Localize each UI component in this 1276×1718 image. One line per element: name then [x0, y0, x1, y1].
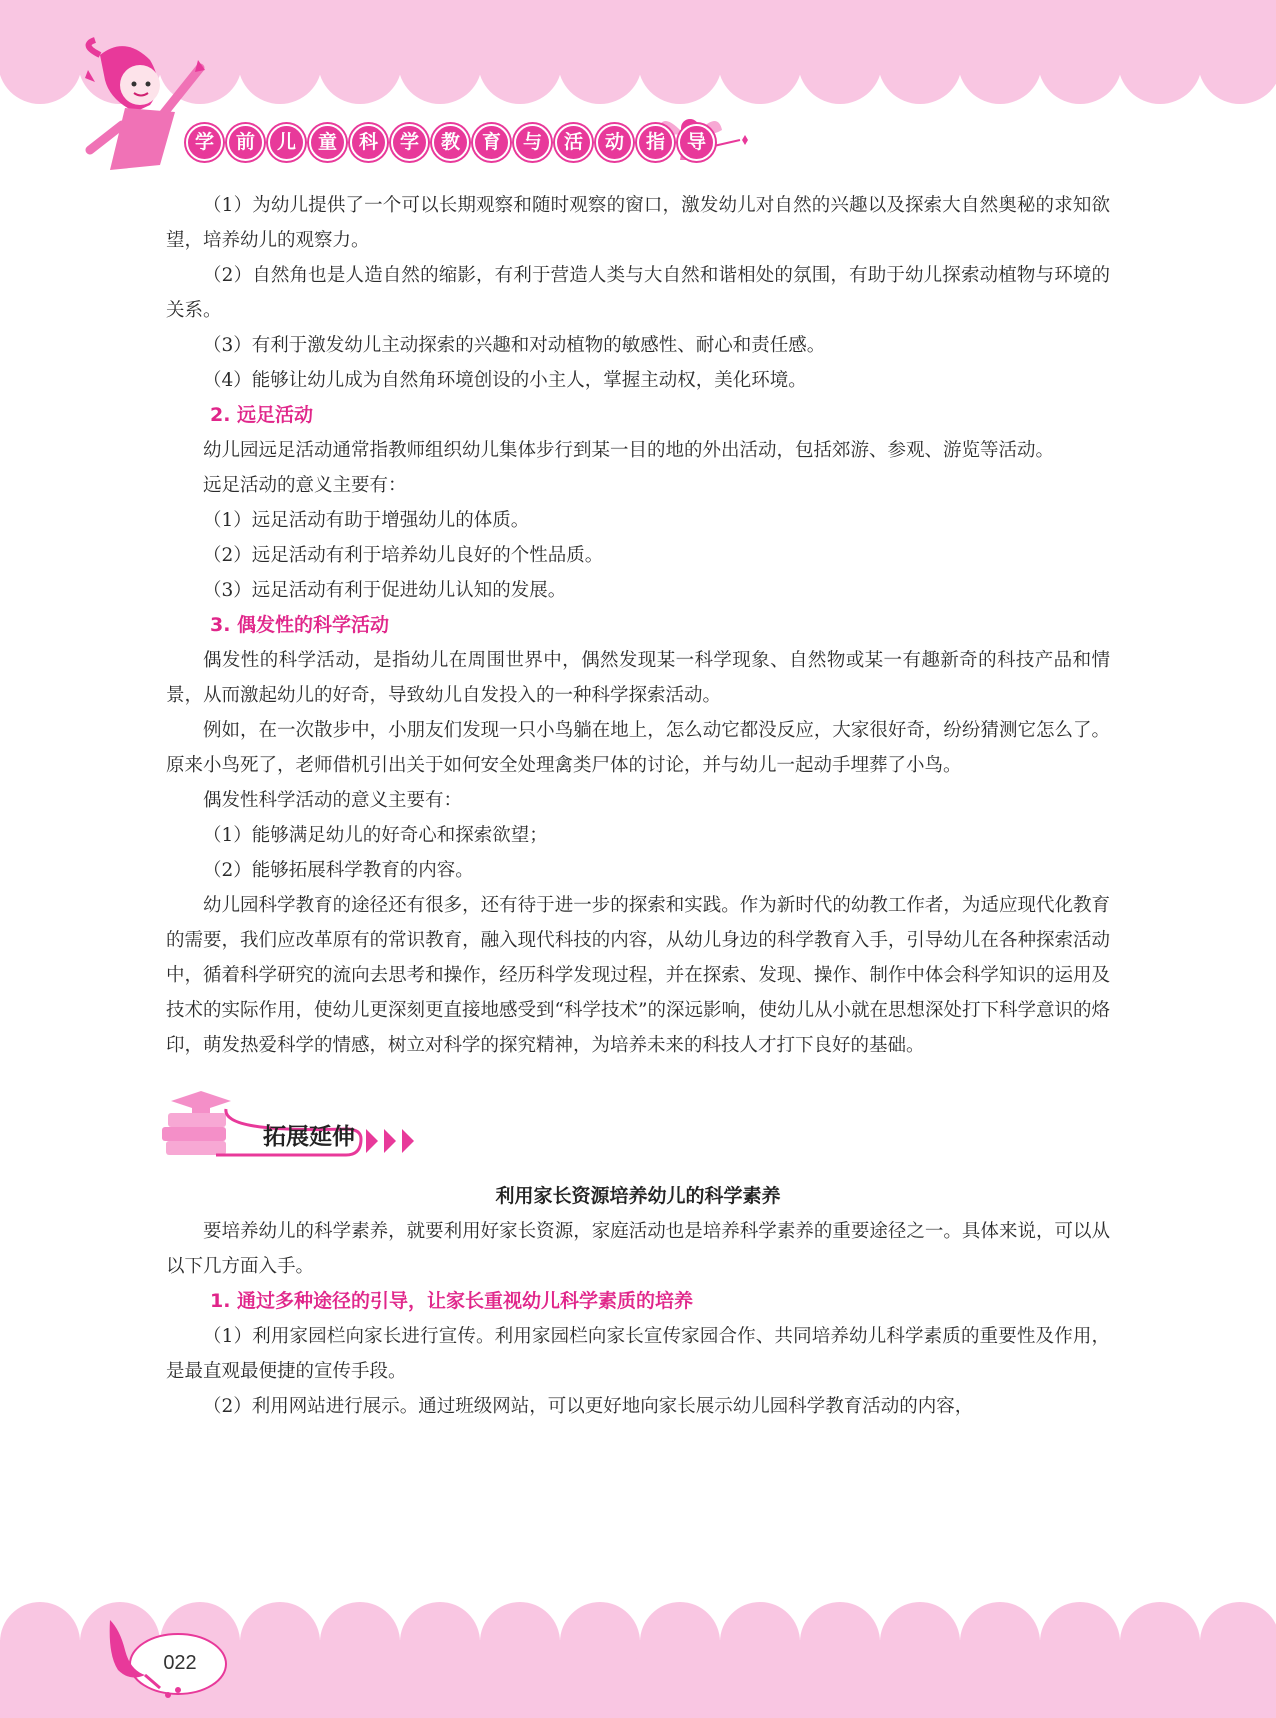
- section2-item: （3）远足活动有利于促进幼儿认知的发展。: [203, 580, 567, 601]
- article-title: 利用家长资源培养幼儿的科学素养: [495, 1185, 781, 1207]
- section3-example: 例如，在一次散步中，小朋友们发现一只小鸟躺在地上，怎么动它都没反应，大家很好奇，纷纷猜测它怎么了。原来小鸟死了，老师借机引出关于如何安全处理禽类尸体的讨论，并与幼儿一起动手埋葬了小鸟。: [166, 720, 1110, 776]
- section3-item: （1）能够满足幼儿的好奇心和探索欲望；: [203, 825, 548, 846]
- section1-item: （3）有利于激发幼儿主动探索的兴趣和对动植物的敏感性、耐心和责任感。: [203, 335, 826, 356]
- section2-meaning-label: 远足活动的意义主要有：: [203, 475, 407, 496]
- section1-item: （1）为幼儿提供了一个可以长期观察和随时观察的窗口，激发幼儿对自然的兴趣以及探索大自然奥秘的求知欲望，培养幼儿的观察力。: [166, 195, 1110, 251]
- section2-item: （2）远足活动有利于培养幼儿良好的个性品质。: [203, 545, 604, 566]
- page-header-scallop: [0, 0, 1276, 200]
- book-title-char: 前: [227, 124, 264, 161]
- book-title-char: 儿: [268, 124, 305, 161]
- book-title-char: 导: [678, 124, 715, 161]
- section2-item: （1）远足活动有助于增强幼儿的体质。: [203, 510, 530, 531]
- section3-item: （2）能够拓展科学教育的内容。: [203, 860, 474, 881]
- extension-heading: 1. 通过多种途径的引导，让家长重视幼儿科学素质的培养: [210, 1290, 694, 1312]
- book-title-char: 教: [432, 124, 469, 161]
- book-title-char: 育: [473, 124, 510, 161]
- section2-heading: 2. 远足活动: [210, 404, 314, 426]
- extension-item: （2）利用网站进行展示。通过班级网站，可以更好地向家长展示幼儿园科学教育活动的内容，: [203, 1396, 974, 1417]
- page-body: [166, 188, 1110, 1424]
- extension-intro: 要培养幼儿的科学素养，就要利用好家长资源，家庭活动也是培养科学素养的重要途径之一。具体来说，可以从以下几方面入手。: [166, 1221, 1110, 1277]
- section1-item: （2）自然角也是人造自然的缩影，有利于营造人类与大自然和谐相处的氛围，有助于幼儿探索动植物与环境的关系。: [166, 265, 1110, 321]
- section3-definition: 偶发性的科学活动，是指幼儿在周围世界中，偶然发现某一科学现象、自然物或某一有趣新奇的科技产品和情景，从而激起幼儿的好奇，导致幼儿自发投入的一种科学探索活动。: [166, 650, 1110, 706]
- book-title-char: 学: [391, 124, 428, 161]
- page-number: 022: [163, 1652, 197, 1674]
- section1-item: （4）能够让幼儿成为自然角环境创设的小主人，掌握主动权，美化环境。: [203, 370, 807, 391]
- book-title-char: 科: [350, 124, 387, 161]
- extension-banner-label: 拓展延伸: [263, 1124, 355, 1150]
- section3-heading: 3. 偶发性的科学活动: [210, 614, 390, 636]
- book-title-char: 与: [514, 124, 551, 161]
- book-title-char: 活: [555, 124, 592, 161]
- book-title-char: 学: [186, 124, 223, 161]
- book-title-char: 指: [637, 124, 674, 161]
- section2-intro: 幼儿园远足活动通常指教师组织幼儿集体步行到某一目的地的外出活动，包括郊游、参观、游览等活动。: [203, 440, 1055, 461]
- extension-item: （1）利用家园栏向家长进行宣传。利用家园栏向家长宣传家园合作、共同培养幼儿科学素质的重要性及作用，是最直观最便捷的宣传手段。: [166, 1326, 1110, 1382]
- section3-conclusion: 幼儿园科学教育的途径还有很多，还有待于进一步的探索和实践。作为新时代的幼教工作者，为适应现代化教育的需要，我们应改革原有的常识教育，融入现代科技的内容，从幼儿身边的科学教育入手，引导幼儿在各种探索活动中，循着科学研究的流向去思考和操作，经历科学发现过程，并在探索、发现、操作、制作中体会科学知识的运用及技术的实际作用，使幼儿更深刻更直接地感受到“科学技术”的深远影响，使幼儿从小就在思想深处打下科学意识的烙印，萌发热爱科学的情感，树立对科学的探究精神，为培养未来的科技人才打下良好的基础。: [166, 895, 1110, 1056]
- extension-banner: [166, 1083, 1110, 1171]
- section3-meaning-label: 偶发性科学活动的意义主要有：: [203, 790, 463, 811]
- book-title-char: 童: [309, 124, 346, 161]
- book-title-char: 动: [596, 124, 633, 161]
- book-title: [186, 124, 715, 160]
